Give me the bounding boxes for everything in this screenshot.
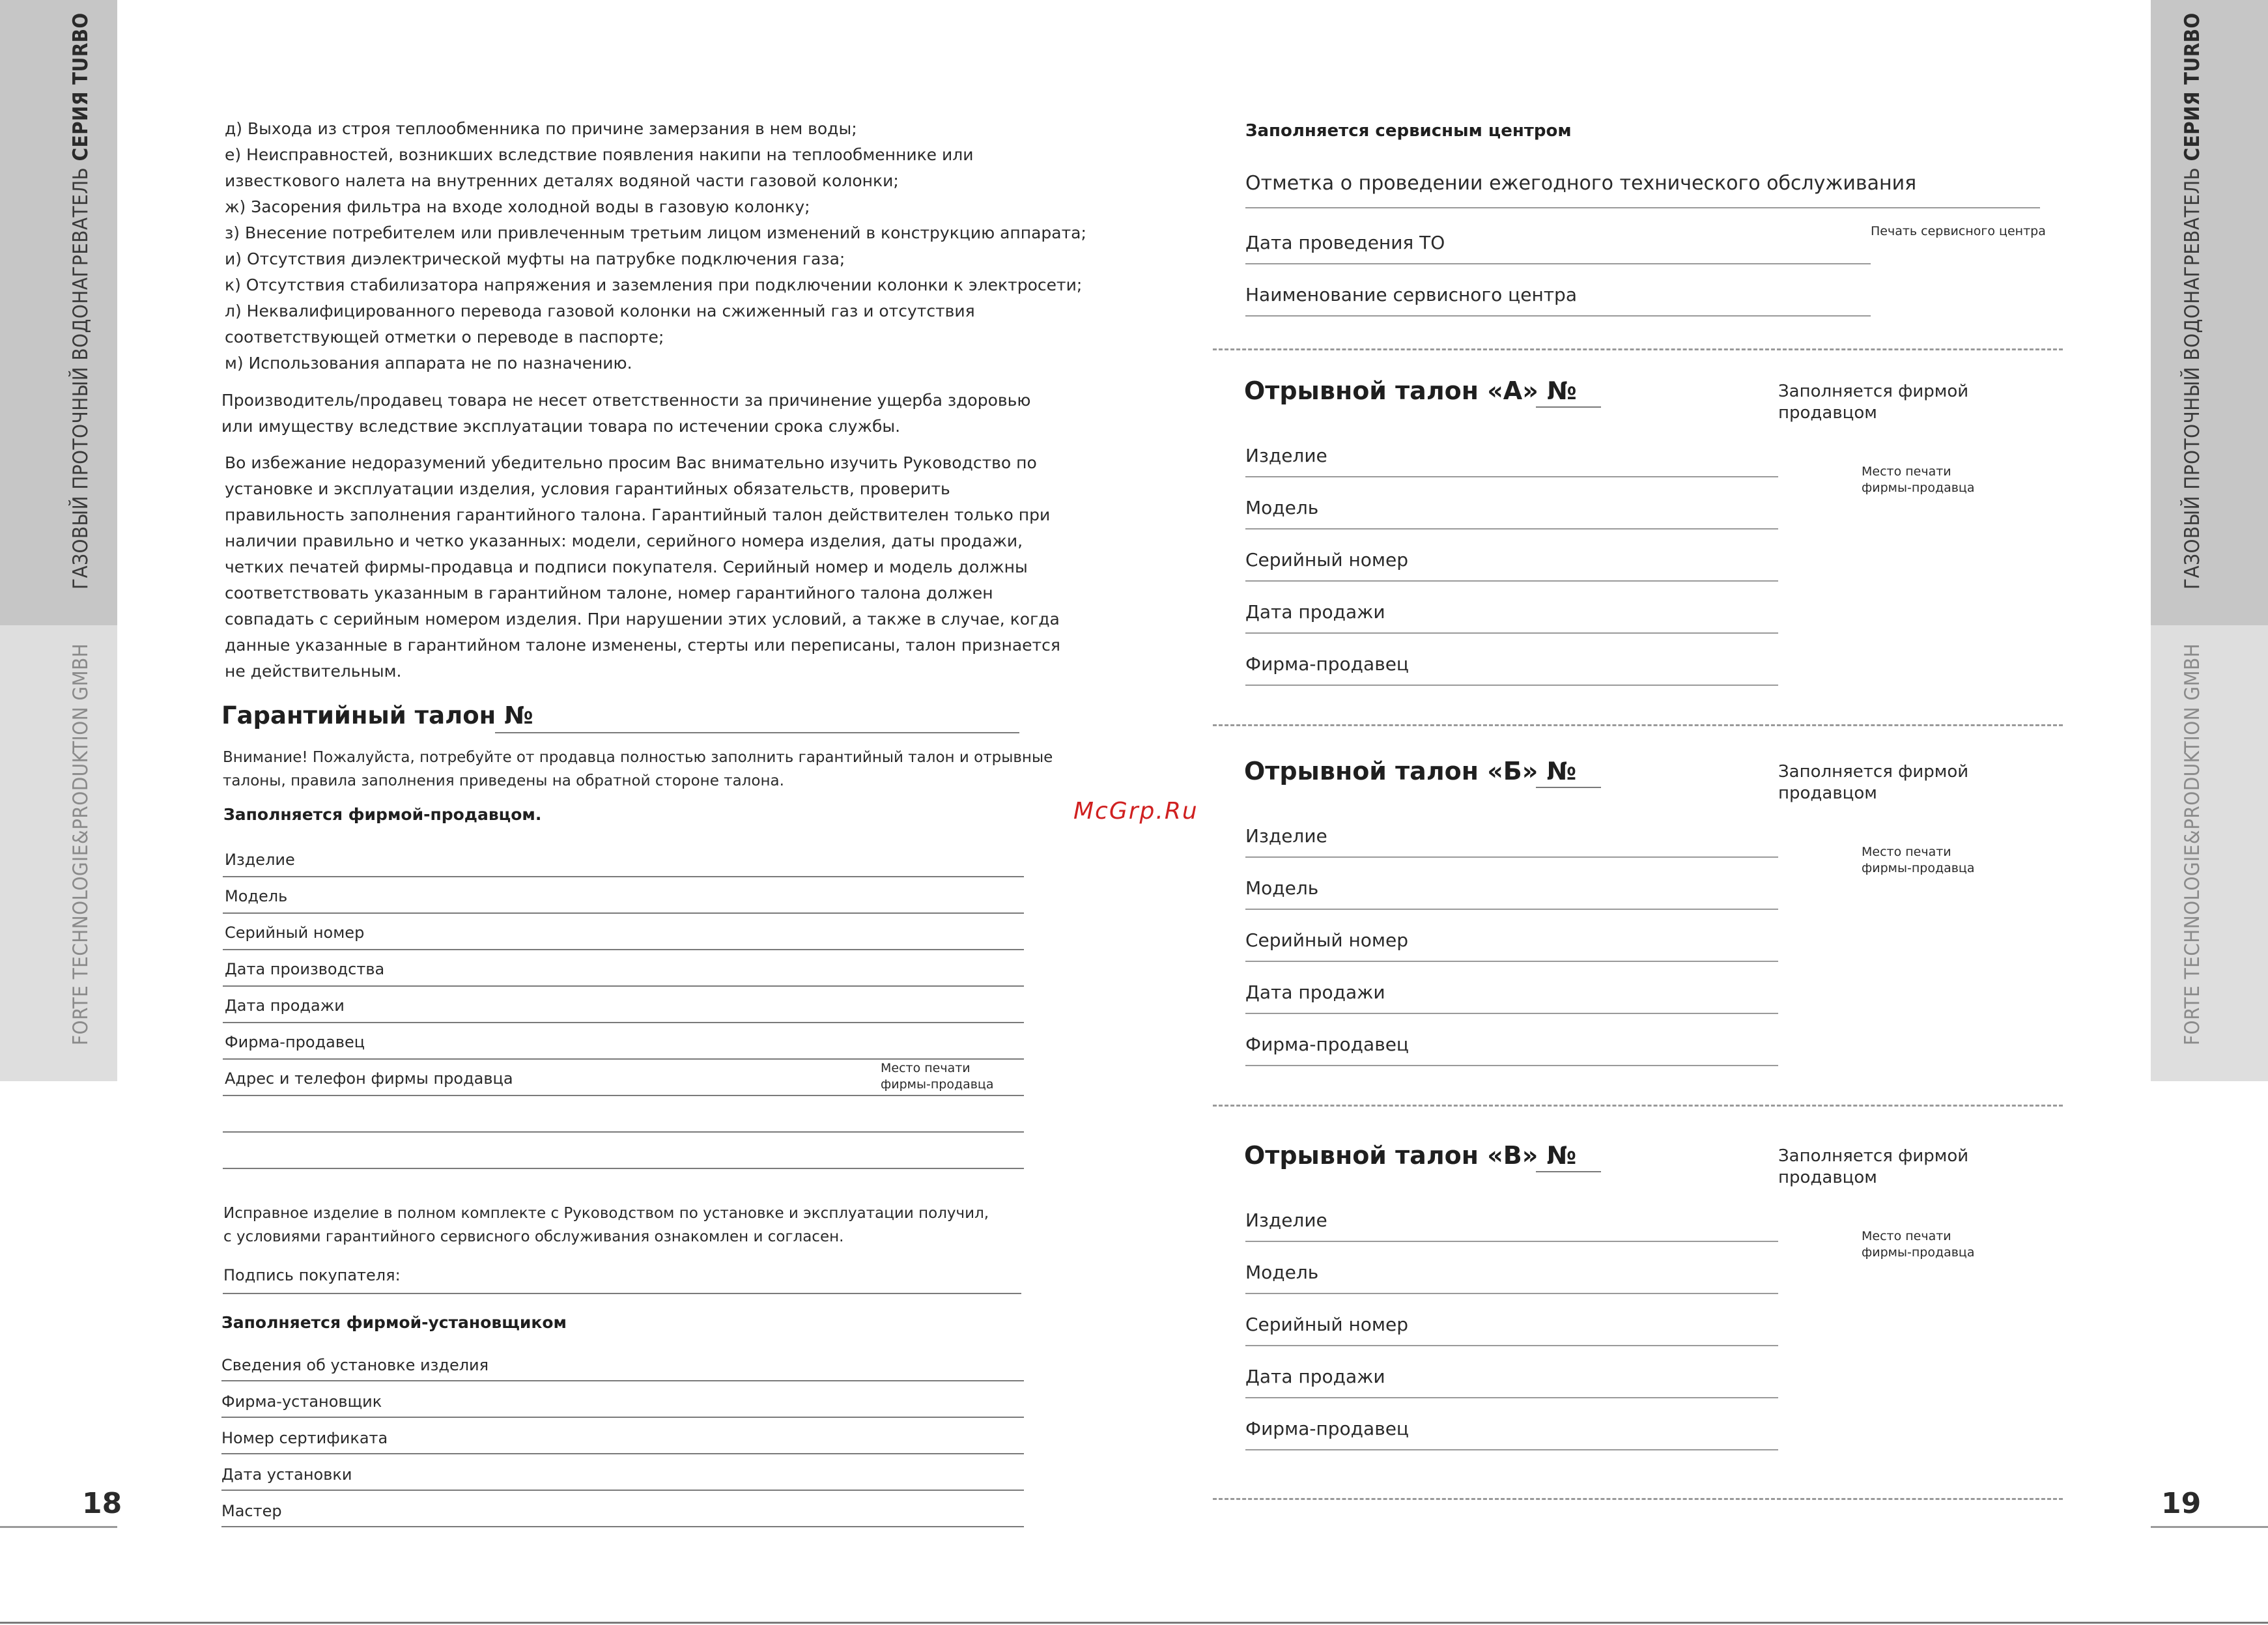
- service-field-line[interactable]: [1245, 263, 1871, 264]
- field-label: Мастер: [221, 1502, 282, 1520]
- coupon-v-title: Отрывной талон «В» №: [1244, 1141, 1577, 1170]
- coupon-field-label: Модель: [1245, 877, 1319, 899]
- text-line: данные указанные в гарантийном талоне изменены, стерты или переписаны, талон признается: [225, 636, 1060, 655]
- field-label: Фирма-установщик: [221, 1392, 382, 1411]
- text-line: Место печати: [1862, 845, 1951, 859]
- text-line: Во избежание недоразумений убедительно просим Вас внимательно изучить Руководство по: [225, 453, 1037, 472]
- service-field-label: Дата проведения ТО: [1245, 232, 1445, 253]
- coupon-field-line[interactable]: [1245, 1293, 1778, 1294]
- coupon-field-line[interactable]: [1245, 1241, 1778, 1242]
- signature-line[interactable]: [223, 1293, 1021, 1294]
- list-item: ж) Засорения фильтра на входе холодной воды в газовую колонку;: [225, 197, 810, 216]
- coupon-b-stamp: [1862, 844, 1975, 877]
- coupon-field-line[interactable]: [1245, 528, 1778, 530]
- coupon-field-line[interactable]: [1245, 1449, 1778, 1450]
- field-line[interactable]: [223, 949, 1024, 950]
- right-sidebar-company: FORTE TECHNOLOGIE&PRODUKTION GMBH: [2181, 643, 2204, 1045]
- text-line: Заполняется фирмой: [1778, 1146, 1969, 1166]
- service-field-label: Наименование сервисного центра: [1245, 284, 1577, 305]
- list-item: л) Неквалифицированного перевода газовой колонки на сжиженный газ и отсутствия: [225, 302, 975, 320]
- text-line: Исправное изделие в полном комплекте с Руководством по установке и эксплуатации получил,: [223, 1205, 989, 1222]
- list-item: и) Отсутствия диэлектрической муфты на патрубке подключения газа;: [225, 249, 845, 268]
- coupon-v-stamp: [1862, 1228, 1975, 1261]
- text-line: установке и эксплуатации изделия, условия гарантийных обязательств, проверить: [225, 479, 950, 498]
- field-label: Дата производства: [225, 960, 385, 978]
- coupon-field-line[interactable]: [1245, 856, 1778, 858]
- text-line: Место печати: [1862, 464, 1951, 479]
- coupon-field-line[interactable]: [1245, 909, 1778, 910]
- coupon-a-number-line[interactable]: [1536, 406, 1601, 408]
- text-line: Производитель/продавец товара не несет ответственности за причинение ущерба здоровью: [221, 391, 1031, 410]
- text-line: продавцом: [1778, 1168, 1877, 1187]
- field-label: Серийный номер: [225, 924, 365, 942]
- coupon-field-label: Фирма-продавец: [1245, 653, 1409, 675]
- coupon-field-line[interactable]: [1245, 476, 1778, 477]
- text-line: продавцом: [1778, 784, 1877, 803]
- coupon-field-line[interactable]: [1245, 1345, 1778, 1346]
- text-line: Печать сервисного центра: [1871, 224, 2046, 238]
- service-field-label: Отметка о проведении ежегодного технического обслуживания: [1245, 172, 1917, 195]
- coupon-field-label: Дата продажи: [1245, 1366, 1385, 1387]
- page-number-right: 19: [2161, 1487, 2202, 1520]
- coupon-v-number-line[interactable]: [1536, 1171, 1601, 1172]
- coupon-a-title: Отрывной талон «А» №: [1244, 376, 1577, 405]
- field-label: Дата установки: [221, 1465, 352, 1484]
- coupon-field-line[interactable]: [1245, 632, 1778, 634]
- field-line[interactable]: [223, 1022, 1024, 1023]
- coupon-field-line[interactable]: [1245, 1397, 1778, 1398]
- left-sidebar-title: ГАЗОВЫЙ ПРОТОЧНЫЙ ВОДОНАГРЕВАТЕЛЬ СЕРИЯ TURBO: [69, 12, 92, 589]
- text-line: или имуществу вследствие эксплуатации товара по истечении срока службы.: [221, 417, 901, 436]
- service-field-line[interactable]: [1245, 315, 1871, 317]
- liability-paragraph: [221, 388, 1030, 440]
- text-line: талоны, правила заполнения приведены на обратной стороне талона.: [223, 772, 784, 789]
- service-heading: Заполняется сервисным центром: [1245, 121, 1572, 141]
- service-field-line[interactable]: [1245, 207, 2040, 208]
- seller-heading: Заполняется фирмой-продавцом.: [223, 805, 542, 824]
- bottom-rule: [0, 1622, 2268, 1624]
- coupon-field-label: Серийный номер: [1245, 549, 1409, 571]
- warranty-title: Гарантийный талон №: [221, 701, 533, 729]
- right-sidebar-top: [2151, 0, 2268, 625]
- coupon-a-stamp: [1862, 464, 1975, 496]
- field-line[interactable]: [221, 1417, 1024, 1418]
- list-item: д) Выхода из строя теплообменника по причине замерзания в нем воды;: [225, 119, 857, 138]
- coupon-field-label: Модель: [1245, 1262, 1319, 1283]
- text-line: Внимание! Пожалуйста, потребуйте от продавца полностью заполнить гарантийный талон и отрывные: [223, 749, 1053, 766]
- coupon-field-label: Фирма-продавец: [1245, 1418, 1409, 1439]
- field-label: Номер сертификата: [221, 1429, 388, 1447]
- field-label: Сведения об установке изделия: [221, 1356, 489, 1374]
- text-line: соответствовать указанным в гарантийном талоне, номер гарантийного талона должен: [225, 584, 993, 602]
- cut-line: [1213, 1105, 2063, 1107]
- field-line[interactable]: [221, 1453, 1024, 1454]
- exclusions-list: [225, 116, 1084, 376]
- text-line: Место печати: [881, 1061, 971, 1075]
- right-sidebar-bottom: [2151, 625, 2268, 1081]
- coupon-b-title: Отрывной талон «Б» №: [1244, 757, 1577, 785]
- text-line: четких печатей фирмы-продавца и подписи покупателя. Серийный номер и модель должны: [225, 558, 1028, 576]
- watermark: McGrp.Ru: [1073, 798, 1198, 825]
- field-line[interactable]: [223, 1168, 1024, 1169]
- coupon-field-label: Серийный номер: [1245, 929, 1409, 951]
- text-line: правильность заполнения гарантийного талона. Гарантийный талон действителен только при: [225, 505, 1051, 524]
- field-label: Адрес и телефон фирмы продавца: [225, 1069, 513, 1088]
- field-line[interactable]: [223, 985, 1024, 987]
- coupon-field-label: Фирма-продавец: [1245, 1034, 1409, 1055]
- footer-rule-right: [2151, 1526, 2268, 1528]
- right-sidebar-title: ГАЗОВЫЙ ПРОТОЧНЫЙ ВОДОНАГРЕВАТЕЛЬ СЕРИЯ TURBO: [2181, 12, 2204, 589]
- left-sidebar-company: FORTE TECHNOLOGIE&PRODUKTION GMBH: [69, 643, 92, 1045]
- field-label: Изделие: [225, 851, 295, 869]
- left-sidebar-bottom: [0, 625, 117, 1081]
- coupon-field-line[interactable]: [1245, 685, 1778, 686]
- coupon-field-line[interactable]: [1245, 580, 1778, 582]
- coupon-field-label: Изделие: [1245, 825, 1327, 847]
- list-item: е) Неисправностей, возникших вследствие появления накипи на теплообменнике или: [225, 145, 974, 164]
- text-line: фирмы-продавца: [1862, 481, 1975, 495]
- service-stamp-placeholder: [1871, 223, 2046, 240]
- field-label: Дата продажи: [225, 996, 345, 1015]
- text-line: Заполняется фирмой: [1778, 762, 1969, 782]
- field-line[interactable]: [221, 1526, 1024, 1527]
- text-line: Место печати: [1862, 1229, 1951, 1243]
- coupon-field-label: Дата продажи: [1245, 982, 1385, 1003]
- list-item: з) Внесение потребителем или привлеченным третьим лицом изменений в конструкцию аппарата;: [225, 223, 1086, 242]
- text-line: фирмы-продавца: [1862, 1245, 1975, 1260]
- text-line: фирмы-продавца: [1862, 861, 1975, 875]
- field-line[interactable]: [221, 1490, 1024, 1491]
- text-line: не действительным.: [225, 662, 402, 681]
- coupon-field-label: Изделие: [1245, 445, 1327, 466]
- cut-line: [1213, 724, 2063, 726]
- coupon-v-note: [1778, 1146, 1968, 1189]
- field-label: Модель: [225, 887, 288, 905]
- list-item: соответствующей отметки о переводе в паспорте;: [225, 328, 664, 346]
- coupon-field-label: Модель: [1245, 497, 1319, 518]
- left-sidebar-top: [0, 0, 117, 625]
- coupon-field-label: Дата продажи: [1245, 601, 1385, 623]
- field-label: Фирма-продавец: [225, 1033, 365, 1051]
- text-line: наличии правильно и четко указанных: модели, серийного номера изделия, даты продажи,: [225, 531, 1023, 550]
- attention-note: [223, 746, 1053, 793]
- list-item: известкового налета на внутренних деталях водяной части газовой колонки;: [225, 171, 899, 190]
- received-statement: [223, 1202, 989, 1249]
- text-line: совпадать с серийным номером изделия. При нарушении этих условий, а также в случае, когда: [225, 610, 1060, 629]
- signature-label: Подпись покупателя:: [223, 1266, 401, 1284]
- field-line[interactable]: [223, 1095, 1024, 1096]
- coupon-a-note: [1778, 381, 1968, 424]
- coupon-b-number-line[interactable]: [1536, 787, 1601, 788]
- cut-line: [1213, 1498, 2063, 1500]
- text-line: с условиями гарантийного сервисного обслуживания ознакомлен и согласен.: [223, 1228, 844, 1245]
- field-line[interactable]: [223, 1058, 1024, 1060]
- coupon-field-line[interactable]: [1245, 1013, 1778, 1014]
- stamp-placeholder: [881, 1060, 994, 1093]
- field-line[interactable]: [223, 912, 1024, 914]
- installer-heading: Заполняется фирмой-установщиком: [221, 1313, 567, 1332]
- footer-rule-left: [0, 1526, 117, 1528]
- coupon-field-label: Изделие: [1245, 1209, 1327, 1231]
- field-line[interactable]: [223, 1131, 1024, 1133]
- warranty-number-line[interactable]: [495, 732, 1019, 733]
- page-number-left: 18: [82, 1487, 122, 1520]
- coupon-field-line[interactable]: [1245, 961, 1778, 962]
- advice-paragraph: [225, 450, 1060, 685]
- list-item: к) Отсутствия стабилизатора напряжения и заземления при подключении колонки к электросети;: [225, 276, 1083, 294]
- list-item: м) Использования аппарата не по назначению.: [225, 354, 632, 373]
- cut-line: [1213, 348, 2063, 350]
- text-line: Заполняется фирмой: [1778, 382, 1969, 401]
- field-line[interactable]: [223, 876, 1024, 877]
- text-line: продавцом: [1778, 403, 1877, 423]
- coupon-b-note: [1778, 761, 1968, 804]
- text-line: фирмы-продавца: [881, 1077, 994, 1092]
- field-line[interactable]: [221, 1380, 1024, 1381]
- coupon-field-line[interactable]: [1245, 1065, 1778, 1066]
- coupon-field-label: Серийный номер: [1245, 1314, 1409, 1335]
